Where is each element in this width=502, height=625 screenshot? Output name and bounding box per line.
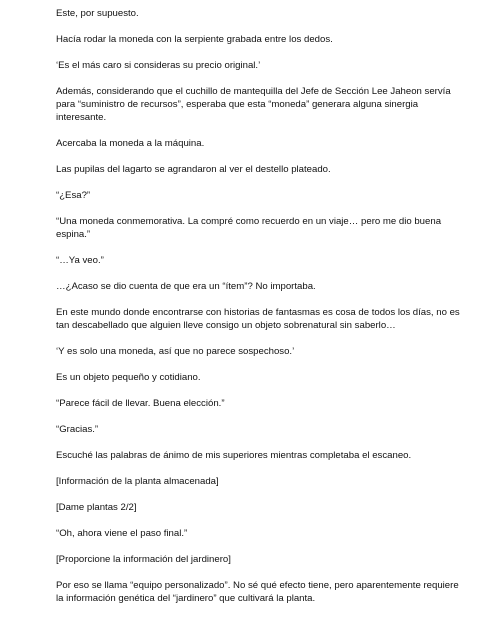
paragraph: Por eso se llama “equipo personalizado”. No sé qué efecto tiene, pero aparentemente requiere la información genética del “jardinero” que cultivará la planta.: [56, 580, 459, 604]
paragraph: Acercaba la moneda a la máquina.: [56, 138, 205, 149]
paragraph: Las pupilas del lagarto se agrandaron al ver el destello plateado.: [56, 164, 331, 175]
paragraph: “Oh, ahora viene el paso final.”: [56, 528, 188, 539]
paragraph: [Dame plantas 2/2]: [56, 502, 137, 513]
paragraph: Hacía rodar la moneda con la serpiente grabada entre los dedos.: [56, 34, 333, 45]
paragraph: [Información de la planta almacenada]: [56, 476, 219, 487]
paragraph: “Gracias.”: [56, 424, 99, 435]
paragraph: “Una moneda conmemorativa. La compré como recuerdo en un viaje… pero me dio buena espina.”: [56, 216, 442, 240]
paragraph: Escuché las palabras de ánimo de mis superiores mientras completaba el escaneo.: [56, 450, 412, 461]
paragraph: …¿Acaso se dio cuenta de que era un “ítem”? No importaba.: [56, 281, 316, 292]
paragraph: “¿Esa?”: [56, 190, 91, 201]
paragraph: Es un objeto pequeño y cotidiano.: [56, 372, 201, 383]
paragraph: ‘Y es solo una moneda, así que no parece sospechoso.’: [56, 346, 295, 357]
paragraph: Este, por supuesto.: [56, 8, 139, 19]
paragraph: Además, considerando que el cuchillo de mantequilla del Jefe de Sección Lee Jaheon servía para “suministro de recursos”, esperaba que esta “moneda” generara alguna sinergia interesante.: [56, 86, 451, 123]
paragraph: ‘Es el más caro si consideras su precio original.’: [56, 60, 261, 71]
paragraph: [Proporcione la información del jardinero]: [56, 554, 231, 565]
paragraph: “…Ya veo.”: [56, 255, 104, 266]
paragraph: En este mundo donde encontrarse con historias de fantasmas es cosa de todos los días, no es tan descabellado que alguien lleve consigo un objeto sobrenatural sin saberlo…: [56, 307, 460, 331]
paragraph: “Parece fácil de llevar. Buena elección.”: [56, 398, 225, 409]
